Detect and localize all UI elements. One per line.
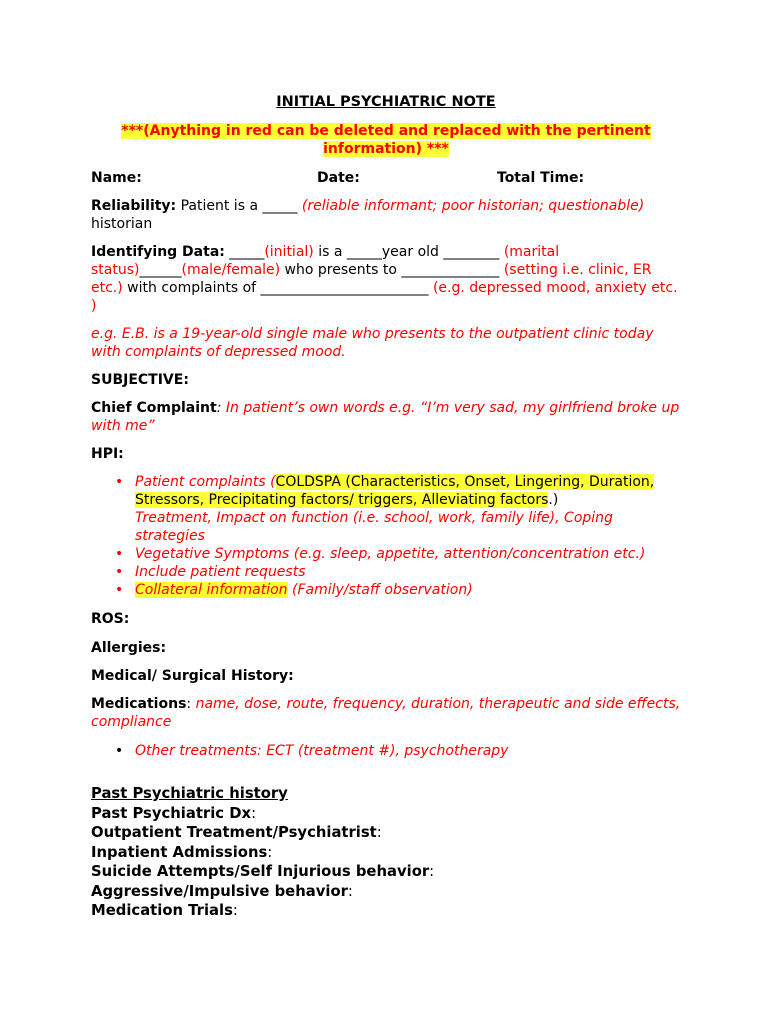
- document-page: [91, 93, 681, 921]
- chief-complaint-text: In patient’s own words e.g. “I’m very sad, my girlfriend broke up with me”: [91, 400, 680, 434]
- id-blank-1: _____: [224, 244, 265, 260]
- hpi-list: [91, 473, 681, 599]
- colon: :: [232, 902, 238, 919]
- hpi-item-2: Vegetative Symptoms (e.g. sleep, appetite, attention/concentration etc.): [135, 546, 646, 562]
- red-text-notice: [91, 122, 681, 158]
- reliability-label: Reliability:: [91, 198, 177, 214]
- other-treatments-list: [91, 742, 681, 760]
- allergies-heading: Allergies:: [91, 640, 167, 656]
- total-time-field-label: Total Time:: [497, 170, 585, 186]
- hpi-item-1-prefix: Patient complaints (: [135, 474, 276, 490]
- chief-complaint-label: Chief Complaint: [91, 400, 217, 416]
- inpatient-admissions-label: Inpatient Admissions: [91, 843, 268, 861]
- identifying-data-paragraph: [91, 243, 681, 315]
- past-psych-item: [91, 804, 681, 824]
- list-item: [115, 545, 681, 563]
- list-item: [115, 563, 681, 581]
- past-psych-heading: Past Psychiatric history: [91, 785, 288, 802]
- colon: :: [267, 843, 273, 861]
- past-psych-item: [91, 882, 681, 902]
- past-psych-item: [91, 823, 681, 843]
- colon: :: [429, 863, 435, 880]
- colon: :: [347, 882, 353, 900]
- medications-paragraph: [91, 695, 681, 731]
- list-item: [115, 742, 681, 760]
- page-title: INITIAL PSYCHIATRIC NOTE: [276, 94, 496, 110]
- past-psych-item: [91, 901, 681, 921]
- colon: :: [376, 824, 382, 841]
- name-field-label: Name:: [91, 170, 142, 186]
- id-initial: (initial): [264, 244, 314, 260]
- hpi-item-4-highlight: Collateral information: [135, 582, 288, 598]
- colon: :: [251, 804, 257, 822]
- reliability-historian: historian: [91, 216, 153, 232]
- example-sentence: e.g. E.B. is a 19-year-old single male who presents to the outpatient clinic today with complaints of depressed mood.: [91, 326, 654, 360]
- id-presents: who presents to ______________: [280, 262, 504, 278]
- suicide-attempts-label: Suicide Attempts/Self Injurious behavior: [91, 863, 430, 880]
- medications-label: Medications: [91, 696, 187, 712]
- bullet-icon: •: [115, 743, 124, 759]
- list-item: [115, 581, 681, 599]
- past-psych-item: [91, 862, 681, 882]
- id-complaint-examples: (e.g. depressed mood, anxiety etc. ): [91, 280, 678, 314]
- subjective-heading: SUBJECTIVE:: [91, 372, 189, 388]
- chief-complaint-paragraph: [91, 399, 681, 435]
- list-item: [115, 473, 681, 545]
- hpi-item-1-close: .): [548, 492, 559, 508]
- identifying-data-label: Identifying Data:: [91, 244, 225, 260]
- medication-trials-label: Medication Trials: [91, 902, 233, 919]
- medical-history-heading: Medical/ Surgical History:: [91, 668, 294, 684]
- past-psych-item: [91, 843, 681, 863]
- outpatient-treatment-label: Outpatient Treatment/Psychiatrist: [91, 824, 377, 841]
- aggressive-behavior-label: Aggressive/Impulsive behavior: [91, 882, 348, 900]
- id-age-text: is a _____year old ________: [313, 244, 504, 260]
- medications-colon: :: [186, 696, 192, 712]
- reliability-paragraph: [91, 197, 681, 233]
- notice-line-1: ***(Anything in red can be deleted and replaced with the pertinent: [121, 123, 651, 139]
- bullet-icon: •: [115, 546, 124, 562]
- hpi-item-4-rest: (Family/staff observation): [287, 582, 473, 598]
- hpi-item-1-rest: Treatment, Impact on function (i.e. school, work, family life), Coping strategies: [135, 510, 613, 544]
- other-treatments: Other treatments: ECT (treatment #), psychotherapy: [135, 743, 509, 759]
- id-blank-2: ______: [139, 262, 182, 278]
- date-field-label: Date:: [317, 170, 360, 186]
- header-fields: [91, 169, 681, 187]
- hpi-heading: HPI:: [91, 446, 124, 462]
- notice-line-2: information) ***: [323, 141, 449, 157]
- reliability-options: (reliable informant; poor historian; questionable): [301, 198, 645, 214]
- bullet-icon: •: [115, 564, 124, 580]
- past-psych-dx-label: Past Psychiatric Dx: [91, 804, 252, 822]
- reliability-text: Patient is a _____: [176, 198, 302, 214]
- bullet-icon: •: [115, 582, 124, 598]
- id-marital: (marital status): [91, 244, 560, 278]
- bullet-icon: •: [115, 474, 124, 490]
- ros-heading: ROS:: [91, 611, 130, 627]
- id-sex: (male/female): [181, 262, 281, 278]
- past-psychiatric-history: [91, 784, 681, 921]
- id-complaints: with complaints of ________________________: [122, 280, 433, 296]
- hpi-coldspa: COLDSPA (Characteristics, Onset, Lingering, Duration, Stressors, Precipitating factors/ triggers, Alleviating factors: [135, 474, 655, 508]
- medications-text: name, dose, route, frequency, duration, therapeutic and side effects, compliance: [91, 696, 681, 730]
- chief-complaint-colon: :: [216, 400, 222, 416]
- hpi-item-3: Include patient requests: [135, 564, 306, 580]
- id-setting: (setting i.e. clinic, ER etc.): [91, 262, 652, 296]
